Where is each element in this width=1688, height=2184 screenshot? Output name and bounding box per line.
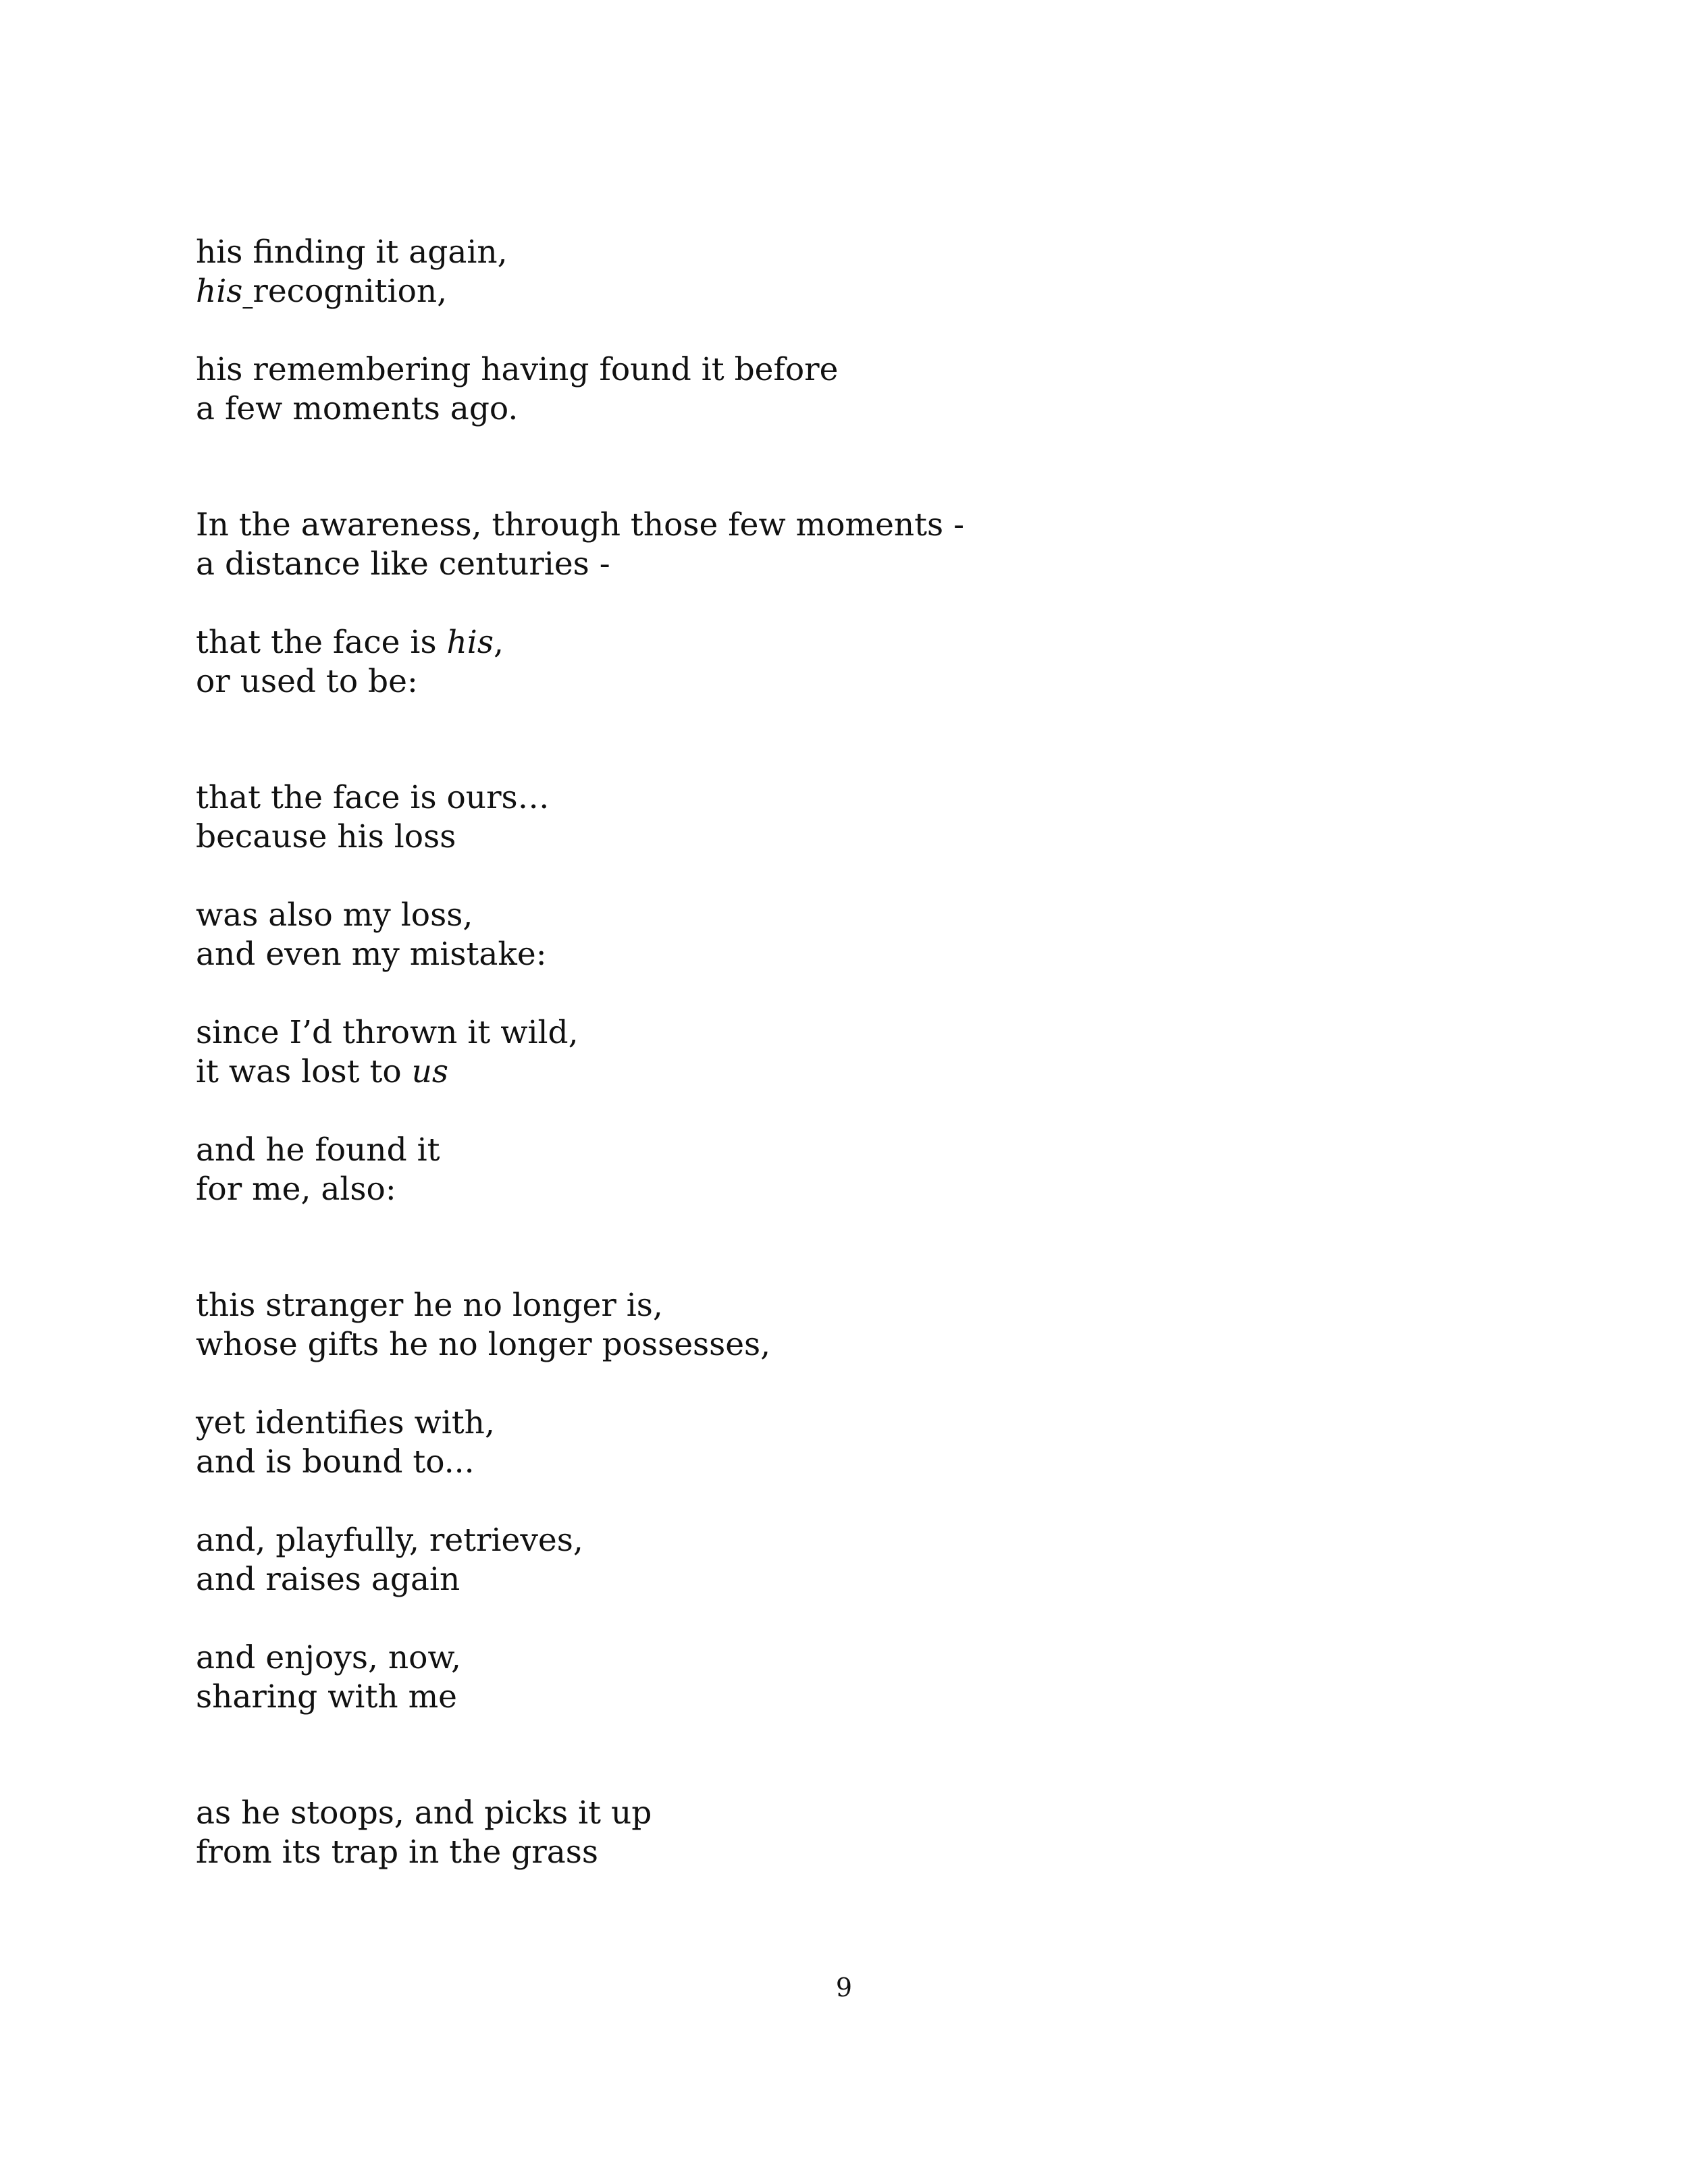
poem-line: his finding it again, bbox=[196, 234, 508, 271]
stanza-10 bbox=[196, 1404, 1546, 1482]
italic-word: his bbox=[196, 273, 243, 310]
poem-line bbox=[196, 623, 1546, 662]
stanza-5 bbox=[196, 778, 1546, 857]
poem-line: for me, also: bbox=[196, 1171, 396, 1208]
stanza-6 bbox=[196, 896, 1546, 974]
stanza-4 bbox=[196, 623, 1546, 701]
poem-line: and raises again bbox=[196, 1561, 460, 1598]
poem-line bbox=[196, 272, 1546, 311]
poem-line: was also my loss, bbox=[196, 897, 473, 934]
line-text: recognition, bbox=[253, 273, 448, 310]
poem-line: from its trap in the grass bbox=[196, 1834, 599, 1871]
poem-line: since I’d thrown it wild, bbox=[196, 1014, 579, 1051]
poem-line: a distance like centuries - bbox=[196, 545, 610, 583]
stanza-7 bbox=[196, 1013, 1546, 1092]
stanza-11 bbox=[196, 1521, 1546, 1599]
stanza-2 bbox=[196, 350, 1546, 429]
poem-line: as he stoops, and picks it up bbox=[196, 1794, 652, 1832]
italic-word: us bbox=[411, 1053, 448, 1090]
line-text: , bbox=[493, 624, 504, 661]
poem-line: a few moments ago. bbox=[196, 390, 519, 427]
stanza-9 bbox=[196, 1286, 1546, 1364]
poem-line: that the face is ours… bbox=[196, 779, 550, 816]
stanza-3 bbox=[196, 506, 1546, 584]
poem-line: and even my mistake: bbox=[196, 936, 547, 973]
poem-line: his remembering having found it before bbox=[196, 351, 839, 388]
poem-line: In the awareness, through those few moments - bbox=[196, 506, 964, 543]
italic-word: his bbox=[446, 624, 494, 661]
poem-line: or used to be: bbox=[196, 663, 418, 700]
poem-line: because his loss bbox=[196, 818, 456, 855]
poem bbox=[196, 233, 1546, 1872]
line-text: that the face is bbox=[196, 624, 447, 661]
poem-line: and enjoys, now, bbox=[196, 1639, 461, 1676]
poem-line: and is bound to... bbox=[196, 1443, 475, 1481]
poem-line: yet identifies with, bbox=[196, 1404, 495, 1441]
page-number: 9 bbox=[835, 1973, 853, 2002]
poem-line: and, playfully, retrieves, bbox=[196, 1522, 583, 1559]
poem-line: sharing with me bbox=[196, 1678, 457, 1715]
stanza-13 bbox=[196, 1794, 1546, 1872]
poem-line: and he found it bbox=[196, 1131, 440, 1169]
stanza-12 bbox=[196, 1639, 1546, 1717]
line-text: it was lost to bbox=[196, 1053, 412, 1090]
stanza-8 bbox=[196, 1131, 1546, 1209]
stanza-1 bbox=[196, 233, 1546, 311]
underlined-space bbox=[242, 273, 253, 310]
poem-line: whose gifts he no longer possesses, bbox=[196, 1326, 771, 1363]
poem-line bbox=[196, 1053, 1546, 1092]
poem-line: this stranger he no longer is, bbox=[196, 1287, 663, 1324]
